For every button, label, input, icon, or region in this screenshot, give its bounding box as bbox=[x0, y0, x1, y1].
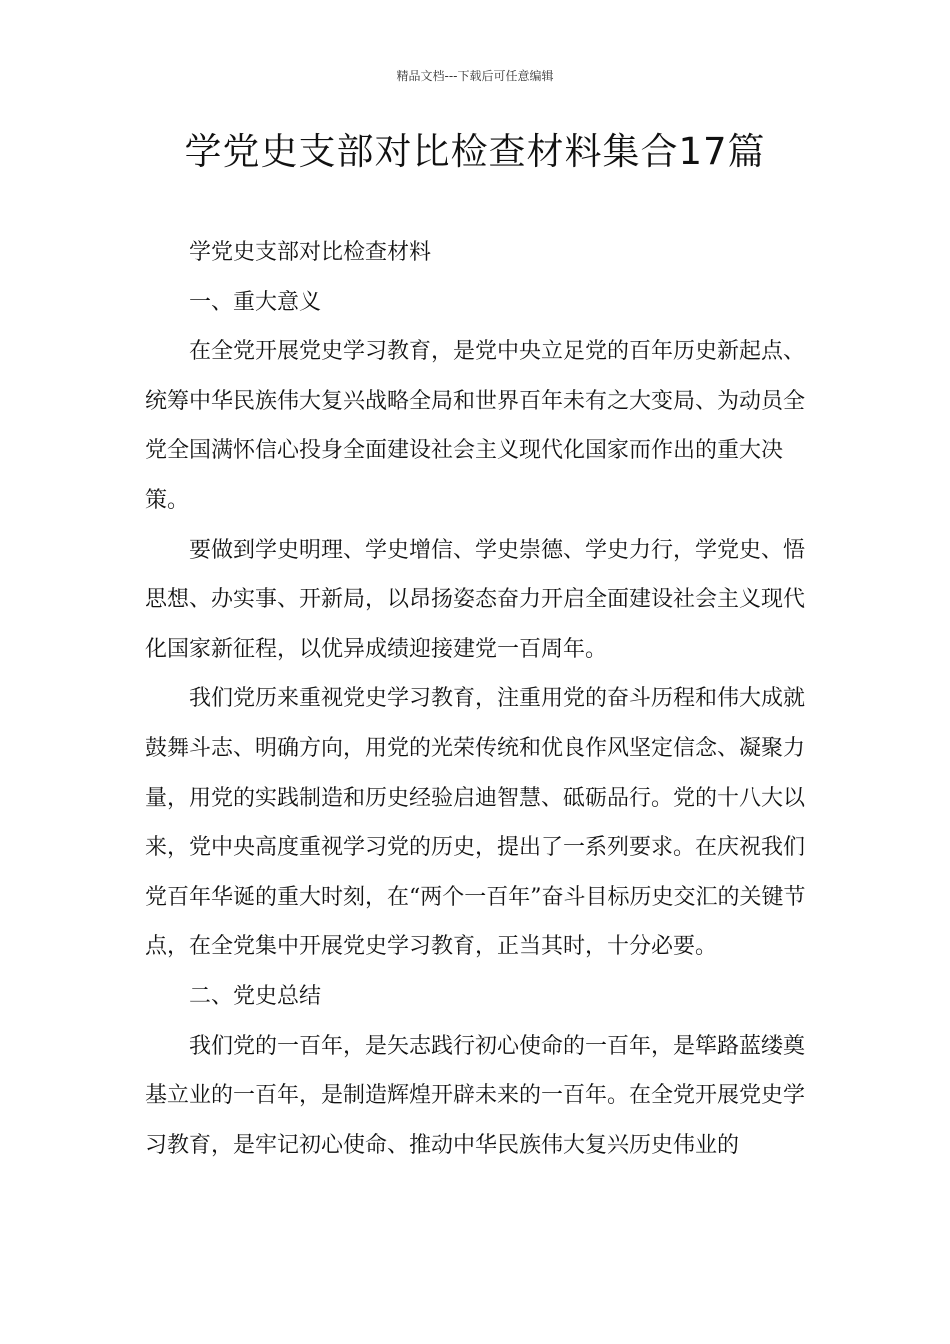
paragraph: 在全党开展党史学习教育，是党中央立足党的百年历史新起点、统筹中华民族伟大复兴战略全局和世界百年未有之大变局、为动员全党全国满怀信心投身全面建设社会主义现代化国家而作出的重大决策。 bbox=[145, 339, 806, 513]
page-header: 精品文档---下载后可任意编辑 bbox=[396, 69, 554, 83]
paragraph: 我们党的一百年，是矢志践行初心使命的一百年，是筚路蓝缕奠基立业的一百年，是制造辉煌开辟未来的一百年。在全党开展党史学习教育，是牢记初心使命、推动中华民族伟大复兴历史伟业的 bbox=[145, 1033, 806, 1158]
subtitle: 学党史支部对比检查材料 bbox=[189, 240, 432, 265]
section-heading-1: 一、重大意义 bbox=[189, 289, 322, 315]
document-title: 学党史支部对比检查材料集合17篇 bbox=[184, 130, 766, 173]
paragraph: 要做到学史明理、学史增信、学史崇德、学史力行，学党史、悟思想、办实事、开新局，以昂扬姿态奋力开启全面建设社会主义现代化国家新征程，以优异成绩迎接建党一百周年。 bbox=[145, 537, 806, 662]
paragraph: 我们党历来重视党史学习教育，注重用党的奋斗历程和伟大成就鼓舞斗志、明确方向，用党的光荣传统和优良作风坚定信念、凝聚力量，用党的实践制造和历史经验启迪智慧、砥砺品行。党的十八大以来，党中央高度重视学习党的历史，提出了一系列要求。在庆祝我们党百年华诞的重大时刻，在“两个一百年”奋斗目标历史交汇的关键节点，在全党集中开展党史学习教育，正当其时，十分必要。 bbox=[145, 686, 806, 960]
section-heading-2: 二、党史总结 bbox=[189, 983, 322, 1009]
document-body bbox=[145, 228, 821, 1170]
